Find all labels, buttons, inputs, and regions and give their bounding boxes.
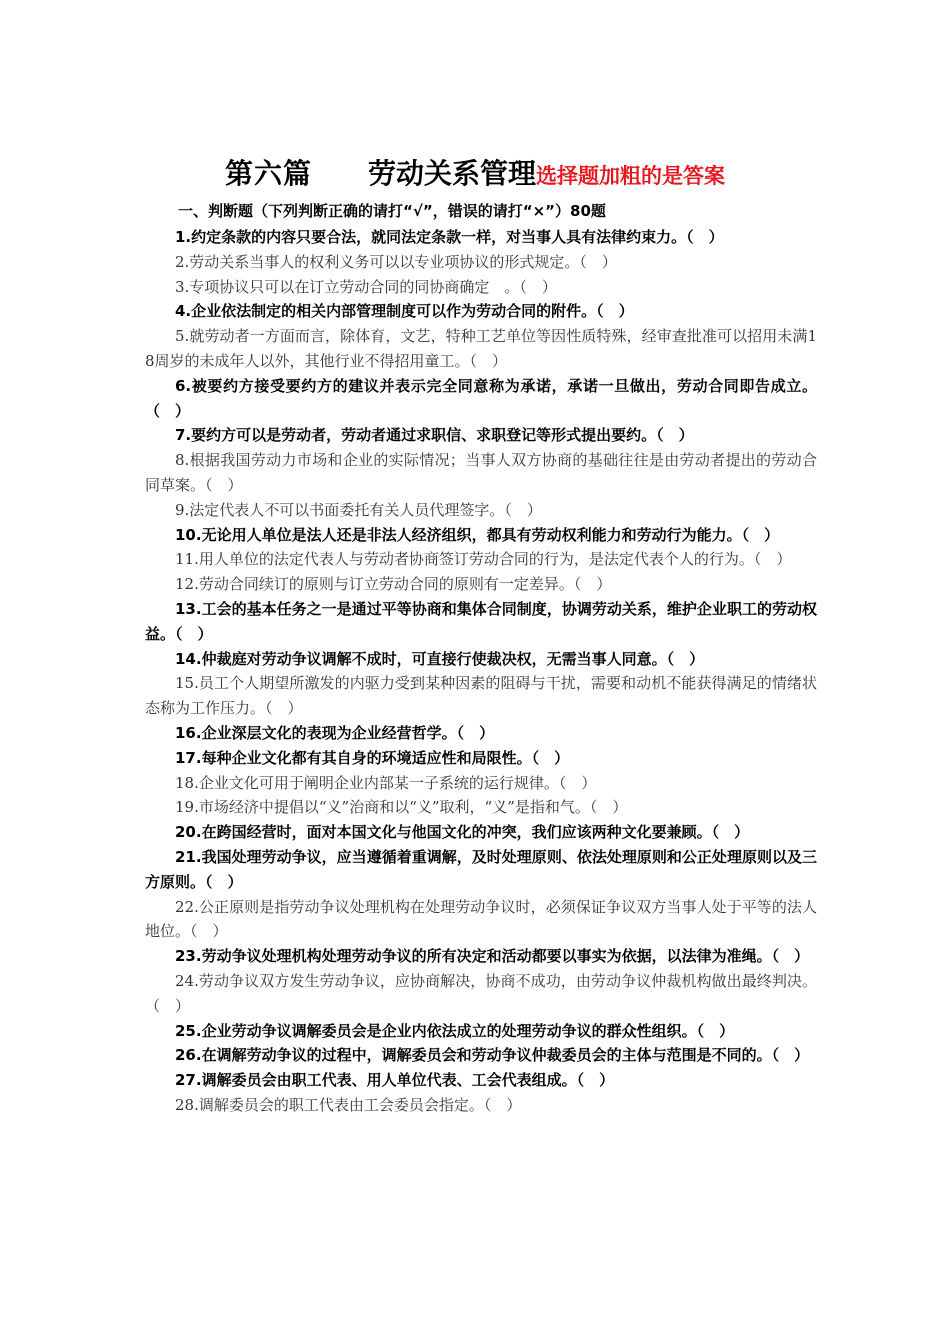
question-item: 5.就劳动者一方面而言，除体育，文艺，特种工艺单位等因性质特殊，经审查批准可以招用未满18周岁的未成年人以外，其他行业不得招用童工。（ ） xyxy=(145,327,817,370)
question-item: 4.企业依法制定的相关内部管理制度可以作为劳动合同的附件。（ ） xyxy=(175,302,634,321)
question-item: 18.企业文化可用于阐明企业内部某一子系统的运行规律。（ ） xyxy=(175,773,597,792)
title-note: 选择题加粗的是答案 xyxy=(536,164,726,188)
page-title xyxy=(0,152,950,192)
question-item: 22.公正原则是指劳动争议处理机构在处理劳动争议时，必须保证争议双方当事人处于平等的法人地位。（ ） xyxy=(145,897,817,941)
question-item: 16.企业深层文化的表现为企业经营哲学。（ ） xyxy=(175,723,495,742)
title-name: 劳动关系管理 xyxy=(368,157,537,190)
question-item: 19.市场经济中提倡以“义”治商和以“义”取利，“义”是指和气。（ ） xyxy=(175,798,628,817)
title-part: 第六篇 xyxy=(224,157,312,190)
question-item: 27.调解委员会由职工代表、用人单位代表、工会代表组成。（ ） xyxy=(175,1071,615,1090)
question-item: 7.要约方可以是劳动者，劳动者通过求职信、求职登记等形式提出要约。（ ） xyxy=(175,426,694,445)
question-item: 23.劳动争议处理机构处理劳动争议的所有决定和活动都要以事实为依据，以法律为准绳。（ ） xyxy=(175,947,810,966)
question-item: 15.员工个人期望所激发的内驱力受到某种因素的阻碍与干扰，需要和动机不能获得满足的情绪状态称为工作压力。（ ） xyxy=(145,674,817,718)
question-item: 8.根据我国劳动力市场和企业的实际情况；当事人双方协商的基础往往是由劳动者提出的劳动合同草案。（ ） xyxy=(145,451,817,494)
question-item: 20.在跨国经营时，面对本国文化与他国文化的冲突，我们应该两种文化要兼顾。（ ） xyxy=(175,823,750,842)
question-item: 9.法定代表人不可以书面委托有关人员代理签字。（ ） xyxy=(175,500,542,519)
question-item: 24.劳动争议双方发生劳动争议，应协商解决，协商不成功，由劳动争议仲裁机构做出最终判决。（ ） xyxy=(145,971,817,1015)
question-item: 3.专项协议只可以在订立劳动合同的同协商确定 。（ ） xyxy=(175,277,557,296)
section-heading: 一、判断题（下列判断正确的请打“√”，错误的请打“×”）80题 xyxy=(178,202,606,220)
question-item: 2.劳动关系当事人的权利义务可以以专业项协议的形式规定。（ ） xyxy=(175,252,617,271)
question-item: 26.在调解劳动争议的过程中，调解委员会和劳动争议仲裁委员会的主体与范围是不同的。（ ） xyxy=(175,1046,810,1065)
question-item: 10.无论用人单位是法人还是非法人经济组织，都具有劳动权利能力和劳动行为能力。（ ） xyxy=(175,525,780,544)
question-item: 1.约定条款的内容只要合法，就同法定条款一样，对当事人具有法律约束力。（ ） xyxy=(175,228,724,246)
question-item: 6.被要约方接受要约方的建议并表示完全同意称为承诺，承诺一旦做出，劳动合同即告成立。（ ） xyxy=(145,376,817,420)
question-item: 21.我国处理劳动争议，应当遵循着重调解，及时处理原则、依法处理原则和公正处理原则以及三方原则。（ ） xyxy=(145,847,817,891)
question-item: 28.调解委员会的职工代表由工会委员会指定。（ ） xyxy=(175,1095,522,1114)
question-item: 14.仲裁庭对劳动争议调解不成时，可直接行使裁决权，无需当事人同意。（ ） xyxy=(175,649,705,668)
question-item: 12.劳动合同续订的原则与订立劳动合同的原则有一定差异。（ ） xyxy=(175,575,612,594)
question-item: 11.用人单位的法定代表人与劳动者协商签订劳动合同的行为，是法定代表个人的行为。（ ） xyxy=(175,550,792,569)
question-item: 13.工会的基本任务之一是通过平等协商和集体合同制度，协调劳动关系，维护企业职工的劳动权益。（ ） xyxy=(145,599,817,643)
question-item: 25.企业劳动争议调解委员会是企业内依法成立的处理劳动争议的群众性组织。（ ） xyxy=(175,1021,735,1040)
question-list xyxy=(145,225,817,1118)
question-item: 17.每种企业文化都有其自身的环境适应性和局限性。（ ） xyxy=(175,748,570,767)
